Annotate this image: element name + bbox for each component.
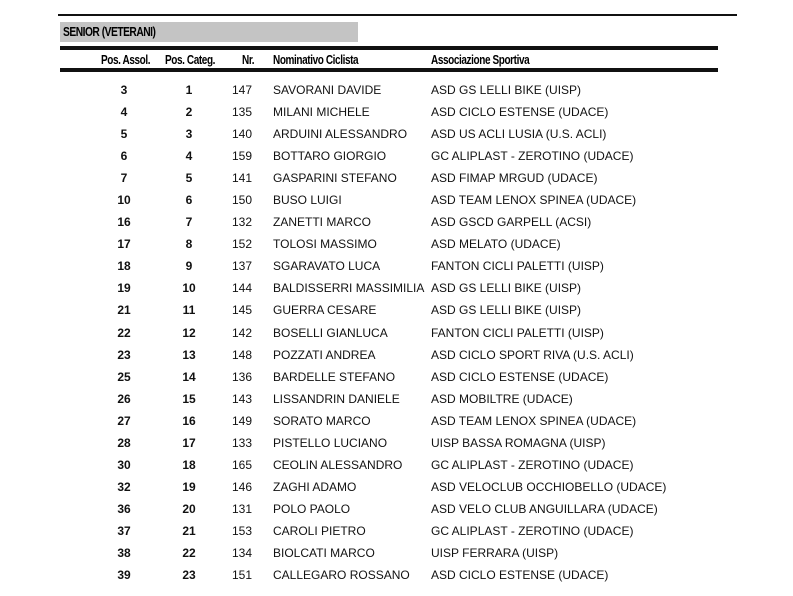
cell-pos-categ: 5 xyxy=(185,171,193,186)
table-row xyxy=(0,520,793,542)
cell-nr: 141 xyxy=(231,171,253,186)
cell-pos-assol: 28 xyxy=(117,435,131,450)
cell-name: GASPARINI STEFANO xyxy=(273,171,397,186)
cell-team: ASD MOBILTRE (UDACE) xyxy=(431,391,573,406)
cell-name: BOSELLI GIANLUCA xyxy=(273,325,388,340)
cell-pos-assol: 30 xyxy=(117,457,131,472)
cell-pos-categ: 9 xyxy=(185,259,193,274)
cell-pos-categ: 23 xyxy=(182,568,196,583)
cell-name: SORATO MARCO xyxy=(273,413,371,428)
cell-pos-categ: 17 xyxy=(182,435,196,450)
cell-nr: 143 xyxy=(231,391,253,406)
cell-name: ZAGHI ADAMO xyxy=(273,479,357,494)
table-row xyxy=(0,542,793,564)
cell-nr: 134 xyxy=(231,545,253,560)
cell-pos-assol: 21 xyxy=(117,303,131,318)
cell-team: ASD TEAM LENOX SPINEA (UDACE) xyxy=(431,413,637,428)
cell-pos-categ: 6 xyxy=(185,193,193,208)
cell-team: UISP FERRARA (UISP) xyxy=(431,545,559,560)
cell-pos-categ: 10 xyxy=(182,281,196,296)
cell-nr: 150 xyxy=(231,193,253,208)
cell-name: BALDISSERRI MASSIMILIA xyxy=(273,281,425,296)
cell-pos-assol: 39 xyxy=(117,568,131,583)
cell-pos-assol: 37 xyxy=(117,523,131,538)
table-row xyxy=(0,322,793,344)
table-row xyxy=(0,277,793,299)
cell-pos-assol: 7 xyxy=(120,171,128,186)
cell-nr: 148 xyxy=(231,347,253,362)
cell-pos-assol: 6 xyxy=(120,149,128,164)
cell-pos-assol: 10 xyxy=(117,193,131,208)
cell-nr: 142 xyxy=(231,325,253,340)
cell-nr: 151 xyxy=(231,568,253,583)
cell-name: CALLEGARO ROSSANO xyxy=(273,568,410,583)
cell-team: GC ALIPLAST - ZEROTINO (UDACE) xyxy=(431,523,634,538)
cell-pos-assol: 5 xyxy=(120,127,128,142)
cell-pos-assol: 27 xyxy=(117,413,131,428)
cell-name: ARDUINI ALESSANDRO xyxy=(273,127,408,142)
cell-pos-categ: 18 xyxy=(182,457,196,472)
cell-team: FANTON CICLI PALETTI (UISP) xyxy=(431,325,604,340)
cell-pos-assol: 32 xyxy=(117,479,131,494)
cell-pos-assol: 38 xyxy=(117,545,131,560)
table-row xyxy=(0,211,793,233)
cell-nr: 137 xyxy=(231,259,253,274)
cell-name: SAVORANI DAVIDE xyxy=(273,83,382,97)
top-divider xyxy=(58,14,737,16)
cell-name: ZANETTI MARCO xyxy=(273,215,371,230)
cell-team: UISP BASSA ROMAGNA (UISP) xyxy=(431,435,606,450)
section-header xyxy=(60,22,358,42)
table-row xyxy=(0,299,793,321)
cell-team: ASD CICLO ESTENSE (UDACE) xyxy=(431,105,609,120)
table-row xyxy=(0,123,793,145)
cell-team: ASD MELATO (UDACE) xyxy=(431,237,561,252)
cell-pos-categ: 20 xyxy=(182,501,196,516)
cell-pos-categ: 12 xyxy=(182,325,196,340)
cell-team: ASD GS LELLI BIKE (UISP) xyxy=(431,303,582,318)
cell-pos-assol: 18 xyxy=(117,259,131,274)
cell-name: MILANI MICHELE xyxy=(273,105,370,120)
cell-nr: 140 xyxy=(231,127,253,142)
cell-team: ASD VELOCLUB OCCHIOBELLO (UDACE) xyxy=(431,479,667,494)
col-header-pos-assol: Pos. Assol. xyxy=(101,53,151,67)
table-row xyxy=(0,233,793,255)
cell-team: ASD VELO CLUB ANGUILLARA (UDACE) xyxy=(431,501,658,516)
table-row xyxy=(0,476,793,498)
cell-name: PISTELLO LUCIANO xyxy=(273,435,388,450)
cell-name: BARDELLE STEFANO xyxy=(273,369,396,384)
table-row xyxy=(0,189,793,211)
cell-nr: 146 xyxy=(231,479,253,494)
cell-name: POZZATI ANDREA xyxy=(273,347,376,362)
cell-team: ASD US ACLI LUSIA (U.S. ACLI) xyxy=(431,127,607,142)
cell-pos-assol: 19 xyxy=(117,281,131,296)
cell-team: ASD CICLO SPORT RIVA (U.S. ACLI) xyxy=(431,347,634,362)
cell-pos-categ: 1 xyxy=(185,83,193,97)
cell-pos-categ: 22 xyxy=(182,545,196,560)
header-rule-top xyxy=(60,46,718,50)
cell-nr: 132 xyxy=(231,215,253,230)
cell-pos-categ: 19 xyxy=(182,479,196,494)
header-rule-bottom xyxy=(60,68,718,72)
cell-team: ASD TEAM LENOX SPINEA (UDACE) xyxy=(431,193,637,208)
cell-pos-assol: 22 xyxy=(117,325,131,340)
cell-pos-categ: 21 xyxy=(182,523,196,538)
cell-name: TOLOSI MASSIMO xyxy=(273,237,377,252)
cell-pos-assol: 26 xyxy=(117,391,131,406)
table-row xyxy=(0,167,793,189)
cell-nr: 147 xyxy=(231,83,253,97)
cell-team: GC ALIPLAST - ZEROTINO (UDACE) xyxy=(431,457,634,472)
cell-name: LISSANDRIN DANIELE xyxy=(273,391,400,406)
cell-pos-assol: 23 xyxy=(117,347,131,362)
cell-nr: 145 xyxy=(231,303,253,318)
table-row xyxy=(0,255,793,277)
cell-pos-assol: 36 xyxy=(117,501,131,516)
cell-nr: 131 xyxy=(231,501,253,516)
cell-name: BIOLCATI MARCO xyxy=(273,545,375,560)
cell-name: BUSO LUIGI xyxy=(273,193,342,208)
table-row xyxy=(0,145,793,167)
col-header-team: Associazione Sportiva xyxy=(431,53,530,67)
table-row xyxy=(0,564,793,586)
cell-pos-categ: 3 xyxy=(185,127,193,142)
cell-pos-assol: 4 xyxy=(120,105,128,120)
cell-pos-assol: 17 xyxy=(117,237,131,252)
cell-pos-assol: 16 xyxy=(117,215,131,230)
col-header-nr: Nr. xyxy=(242,53,255,67)
cell-nr: 133 xyxy=(231,435,253,450)
table-row xyxy=(0,366,793,388)
cell-nr: 135 xyxy=(231,105,253,120)
table-row xyxy=(0,101,793,123)
cell-team: FANTON CICLI PALETTI (UISP) xyxy=(431,259,604,274)
table-row xyxy=(0,432,793,454)
cell-team: ASD CICLO ESTENSE (UDACE) xyxy=(431,568,609,583)
cell-nr: 152 xyxy=(231,237,253,252)
cell-team: ASD GS LELLI BIKE (UISP) xyxy=(431,83,582,97)
cell-pos-categ: 15 xyxy=(182,391,196,406)
cell-pos-assol: 25 xyxy=(117,369,131,384)
cell-pos-categ: 16 xyxy=(182,413,196,428)
cell-pos-categ: 2 xyxy=(185,105,193,120)
results-table xyxy=(0,79,793,586)
cell-team: ASD GSCD GARPELL (ACSI) xyxy=(431,215,592,230)
table-row xyxy=(0,410,793,432)
table-row xyxy=(0,498,793,520)
cell-name: CEOLIN ALESSANDRO xyxy=(273,457,403,472)
cell-name: POLO PAOLO xyxy=(273,501,351,516)
cell-pos-assol: 3 xyxy=(120,83,128,97)
cell-name: GUERRA CESARE xyxy=(273,303,377,318)
cell-nr: 153 xyxy=(231,523,253,538)
cell-name: SGARAVATO LUCA xyxy=(273,259,381,274)
cell-pos-categ: 7 xyxy=(185,215,193,230)
cell-pos-categ: 8 xyxy=(185,237,193,252)
cell-pos-categ: 14 xyxy=(182,369,196,384)
section-title: SENIOR (VETERANI) xyxy=(63,25,156,39)
cell-nr: 144 xyxy=(231,281,253,296)
col-header-name: Nominativo Ciclista xyxy=(273,53,359,67)
cell-nr: 136 xyxy=(231,369,253,384)
table-row xyxy=(0,454,793,476)
cell-name: BOTTARO GIORGIO xyxy=(273,149,387,164)
table-row xyxy=(0,79,793,101)
cell-nr: 159 xyxy=(231,149,253,164)
cell-name: CAROLI PIETRO xyxy=(273,523,366,538)
table-row xyxy=(0,388,793,410)
cell-team: GC ALIPLAST - ZEROTINO (UDACE) xyxy=(431,149,634,164)
cell-team: ASD CICLO ESTENSE (UDACE) xyxy=(431,369,609,384)
cell-nr: 165 xyxy=(231,457,253,472)
cell-team: ASD FIMAP MRGUD (UDACE) xyxy=(431,171,598,186)
cell-nr: 149 xyxy=(231,413,253,428)
cell-pos-categ: 13 xyxy=(182,347,196,362)
cell-pos-categ: 4 xyxy=(185,149,193,164)
table-row xyxy=(0,344,793,366)
col-header-pos-categ: Pos. Categ. xyxy=(165,53,216,67)
cell-team: ASD GS LELLI BIKE (UISP) xyxy=(431,281,582,296)
cell-pos-categ: 11 xyxy=(182,303,196,318)
